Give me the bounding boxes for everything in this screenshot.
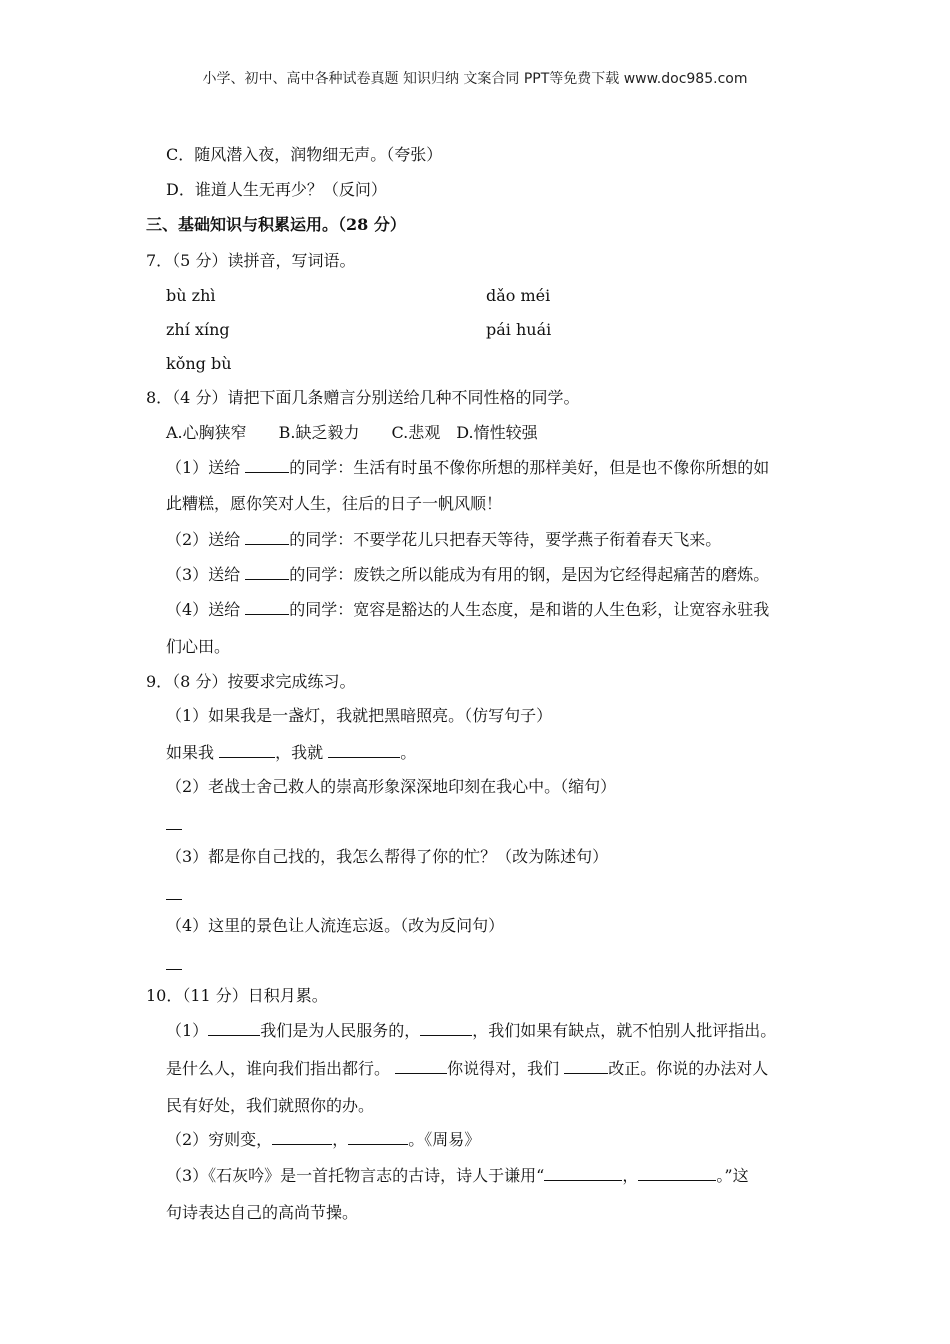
q8-stem: 8．（4 分）请把下面几条赠言分别送给几种不同性格的同学。: [146, 388, 580, 407]
q10-item-1-text-a: （1）: [166, 1021, 209, 1040]
q7-pinyin-3: zhí xíng: [166, 320, 230, 339]
answer-blank[interactable]: [245, 565, 289, 580]
q9-item-1-text-a: 如果我: [166, 743, 215, 762]
q9-item-1: （1）如果我是一盏灯，我就把黑暗照亮。（仿写句子）: [166, 706, 553, 725]
q10-item-1-text-d: 是什么人，谁向我们指出都行。: [166, 1059, 391, 1078]
q9-item-3: （3）都是你自己找的，我怎么帮得了你的忙？（改为陈述句）: [166, 847, 609, 866]
answer-blank[interactable]: [245, 600, 289, 615]
q10-item-3-text-c: 。”这: [716, 1166, 749, 1185]
q10-item-3-text-a: （3）《石灰吟》是一首托物言志的古诗，诗人于谦用“: [166, 1166, 545, 1185]
answer-blank[interactable]: [395, 1059, 447, 1074]
answer-blank[interactable]: [166, 957, 182, 970]
q8-item-4-prefix: （4）送给: [166, 600, 241, 619]
q8-item-1-continued: 此糟糕，愿你笑对人生，往后的日子一帆风顺！: [166, 494, 503, 513]
q9-item-1-answer-line: [166, 743, 416, 763]
q10-item-2-text-b: ，: [332, 1130, 349, 1149]
answer-blank[interactable]: [208, 1021, 260, 1036]
q8-item-3-prefix: （3）送给: [166, 565, 241, 584]
q10-item-1-line-3: 民有好处，我们就照你的办。: [166, 1096, 375, 1115]
q9-stem: 9．（8 分）按要求完成练习。: [146, 672, 356, 691]
q6-option-d: D．谁道人生无再少？（反问）: [166, 180, 387, 199]
answer-blank[interactable]: [328, 743, 400, 758]
q10-item-1-text-c: ，我们如果有缺点，就不怕别人批评指出。: [472, 1021, 777, 1040]
q7-stem: 7．（5 分）读拼音，写词语。: [146, 251, 356, 270]
q10-item-1-text-e: 你说得对，我们: [447, 1059, 560, 1078]
q8-item-4-text: 的同学：宽容是豁达的人生态度，是和谐的人生色彩，让宽容永驻我: [289, 600, 770, 619]
q9-item-3-answer-line[interactable]: [166, 885, 182, 905]
q6-option-c: C．随风潜入夜，润物细无声。（夸张）: [166, 145, 443, 164]
q7-pinyin-5: kǒng bù: [166, 354, 232, 373]
answer-blank[interactable]: [638, 1166, 716, 1181]
q10-item-1-text-b: 我们是为人民服务的，: [260, 1021, 421, 1040]
q8-item-1: [166, 458, 769, 478]
q9-item-4-answer-line[interactable]: [166, 955, 182, 975]
answer-blank[interactable]: [166, 887, 182, 900]
q10-item-3-text-b: ，: [622, 1166, 639, 1185]
answer-blank[interactable]: [166, 817, 182, 830]
q10-item-3: [166, 1166, 749, 1186]
q10-item-2-text-a: （2）穷则变，: [166, 1130, 273, 1149]
q8-item-2: [166, 530, 721, 550]
answer-blank[interactable]: [245, 530, 289, 545]
q8-item-2-text: 的同学：不要学花儿只把春天等待，要学燕子衔着春天飞来。: [289, 530, 722, 549]
q9-item-4: （4）这里的景色让人流连忘返。（改为反问句）: [166, 916, 505, 935]
answer-blank[interactable]: [420, 1021, 472, 1036]
q8-item-3: [166, 565, 769, 585]
answer-blank[interactable]: [564, 1059, 608, 1074]
answer-blank[interactable]: [348, 1130, 408, 1145]
q9-item-1-text-c: 。: [400, 743, 417, 762]
q9-item-2-answer-line[interactable]: [166, 815, 182, 835]
q7-pinyin-1: bù zhì: [166, 286, 216, 305]
q8-item-4-continued: 们心田。: [166, 637, 231, 656]
q8-options: A.心胸狭窄 B.缺乏毅力 C.悲观 D.惰性较强: [166, 423, 538, 442]
q8-item-2-prefix: （2）送给: [166, 530, 241, 549]
answer-blank[interactable]: [272, 1130, 332, 1145]
q7-pinyin-4: pái huái: [486, 320, 552, 339]
q10-item-1-text-f: 改正。你说的办法对人: [608, 1059, 769, 1078]
section-heading: 三、基础知识与积累运用。（28 分）: [146, 215, 406, 234]
q8-item-3-text: 的同学：废铁之所以能成为有用的钢，是因为它经得起痛苦的磨炼。: [289, 565, 770, 584]
page-header: 小学、初中、高中各种试卷真题 知识归纳 文案合同 PPT等免费下载 www.doc985.com: [202, 71, 748, 87]
q9-item-1-text-b: ，我就: [275, 743, 324, 762]
q10-item-3-line-2: 句诗表达自己的高尚节操。: [166, 1203, 359, 1222]
q8-item-4: [166, 600, 769, 620]
answer-blank[interactable]: [544, 1166, 622, 1181]
answer-blank[interactable]: [245, 458, 289, 473]
q8-item-1-text: 的同学：生活有时虽不像你所想的那样美好，但是也不像你所想的如: [289, 458, 770, 477]
q9-item-2: （2）老战士舍己救人的崇高形象深深地印刻在我心中。（缩句）: [166, 777, 617, 796]
q10-item-1: [166, 1021, 776, 1041]
answer-blank[interactable]: [219, 743, 275, 758]
q10-item-2: [166, 1130, 480, 1150]
q10-item-1-line-2: [166, 1059, 768, 1079]
q10-item-2-text-c: 。《周易》: [408, 1130, 481, 1149]
q10-stem: 10．（11 分）日积月累。: [146, 986, 328, 1005]
q8-item-1-prefix: （1）送给: [166, 458, 241, 477]
q7-pinyin-2: dǎo méi: [486, 286, 551, 305]
